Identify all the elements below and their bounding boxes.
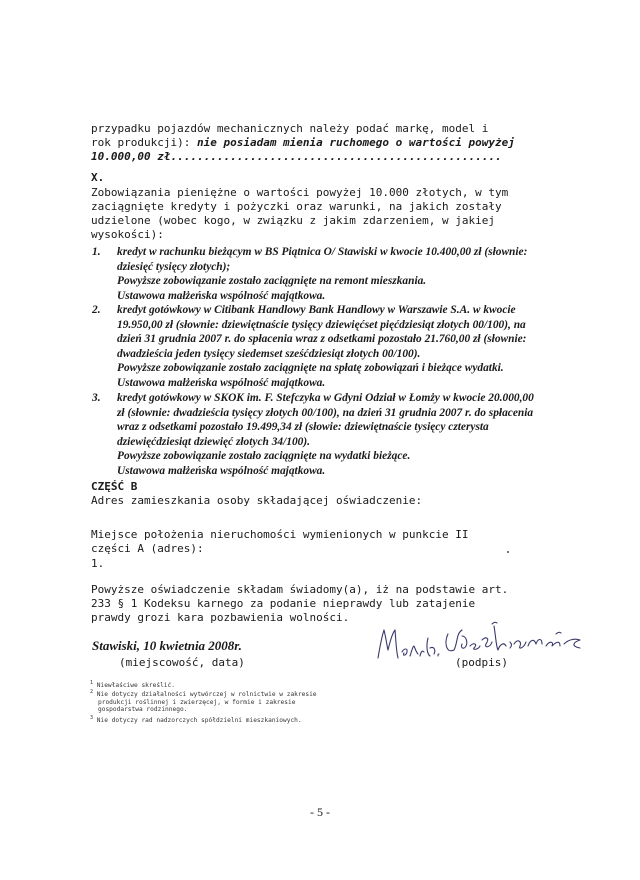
item-line: Powyższe zobowiązanie zostało zaciągnięte na spłatę zobowiązań i bieżące wydatki. — [117, 362, 504, 375]
item-line: dziesięć tysięcy złotych); — [117, 260, 231, 273]
declaration-line-1: Powyższe oświadczenie składam świadomy(a), iż na podstawie art. — [91, 583, 509, 596]
liability-item-3 — [92, 391, 563, 479]
address-label: Adres zamieszkania osoby składającej oświadczenie: — [91, 494, 423, 507]
liability-item-1 — [92, 245, 563, 303]
item-number: 2. — [92, 304, 101, 316]
footnote-text: Nie dotyczy rad nadzorczych spółdzielni mieszkaniowych. — [96, 717, 302, 725]
item-line: 19.950,00 zł (słownie: dziewiętnaście tysięcy dziewięćset pięćdziesiąt złotych 00/100), na — [117, 318, 526, 331]
footnote-2 — [90, 689, 317, 714]
signature-label: (podpis) — [455, 656, 508, 669]
section-b-heading: CZĘŚĆ B — [91, 480, 138, 493]
section-x-line-4: wysokości): — [91, 228, 164, 241]
item-line: dzień 31 grudnia 2007 r. do spłacenia wraz z odsetkami pozostało 21.760,00 zł (słownie: — [117, 333, 527, 346]
footnote-text: Niewłaściwe skreślić. — [96, 682, 175, 690]
footnote-3 — [90, 715, 302, 725]
place-date-label: (miejscowość, data) — [119, 656, 245, 669]
item-line: Powyższe zobowiązanie zostało zaciągnięte na wydatki bieżące. — [117, 450, 411, 463]
section-x-line-3: udzielone (wobec kogo, w związku z jakim zdarzeniem, w jakiej — [91, 214, 495, 227]
item-line: kredyt gotówkowy w Citibank Handlowy Bank Handlowy w Warszawie S.A. w kwocie — [117, 304, 516, 316]
intro-line-1: przypadku pojazdów mechanicznych należy podać markę, model i — [91, 122, 489, 135]
footnote-text: gospodarstwa rodzinnego. — [98, 706, 188, 714]
item-line: Ustawowa małżeńska wspólność majątkowa. — [117, 464, 326, 477]
stray-dot — [507, 551, 509, 553]
item-line: zł (słownie: dwadzieścia tysięcy złotych 00/100), na dzień 31 grudnia 2007 r. do spłacenia — [117, 406, 534, 419]
intro-line-3-answer: 10.000,00 zł.................................................. — [91, 150, 502, 163]
intro-line-2 — [91, 136, 515, 150]
item-line: kredyt w rachunku bieżącym w BS Piątnica O/ Stawiski w kwocie 10.400,00 zł (słownie: — [117, 246, 528, 258]
declaration-line-3: prawdy grozi kara pozbawienia wolności. — [91, 611, 350, 624]
place-and-date: Stawiski, 10 kwietnia 2008r. — [92, 638, 242, 653]
section-x-line-1: Zobowiązania pieniężne o wartości powyżej 10.000 złotych, w tym — [91, 186, 509, 199]
footnote-mark: 3 — [90, 715, 94, 721]
property-location-line-2: części A (adres): — [91, 542, 204, 555]
intro-line-2-answer: nie posiadam mienia ruchomego o wartości powyżej — [196, 136, 515, 149]
footnote-text: produkcji roślinnej i zwierzęcej, w formie i zakresie — [98, 698, 296, 706]
item-line: wraz z odsetkami pozostało 19.499,34 zł (słowie: dziewiętnaście tysięcy czterysta — [117, 421, 489, 434]
item-line: dwadzieścia jeden tysięcy siedemset sześćdziesiąt złotych 00/100). — [117, 347, 421, 360]
property-location-line-1: Miejsce położenia nieruchomości wymienionych w punkcie II — [91, 528, 469, 541]
footnote-text: Nie dotyczy działalności wytwórczej w rolnictwie w zakresie — [96, 691, 317, 699]
footnote-mark: 2 — [90, 689, 94, 695]
item-line: Ustawowa małżeńska wspólność majątkowa. — [117, 376, 326, 389]
footnote-mark: 1 — [90, 680, 94, 686]
item-number: 1. — [92, 246, 101, 258]
section-x-heading: X. — [91, 171, 105, 184]
item-line: Ustawowa małżeńska wspólność majątkowa. — [117, 289, 326, 302]
intro-line-2-label: rok produkcji): — [91, 136, 197, 149]
declaration-line-2: 233 § 1 Kodeksu karnego za podanie nieprawdy lub zatajenie — [91, 597, 476, 610]
item-line: dziewięćdziesiąt dziewięć złotych 34/100). — [117, 435, 310, 448]
item-line: Powyższe zobowiązanie zostało zaciągnięte na remont mieszkania. — [117, 275, 427, 288]
section-x-line-2: zaciągnięte kredyty i pożyczki oraz warunki, na jakich zostały — [91, 200, 502, 213]
item-line: kredyt gotówkowy w SKOK im. F. Stefczyka w Gdyni Odział w Łomży w kwocie 20.000,00 — [117, 392, 534, 404]
property-location-item-1: 1. — [91, 557, 105, 570]
page-number: - 5 - — [310, 805, 330, 819]
item-number: 3. — [92, 392, 101, 404]
liability-item-2 — [92, 303, 563, 391]
